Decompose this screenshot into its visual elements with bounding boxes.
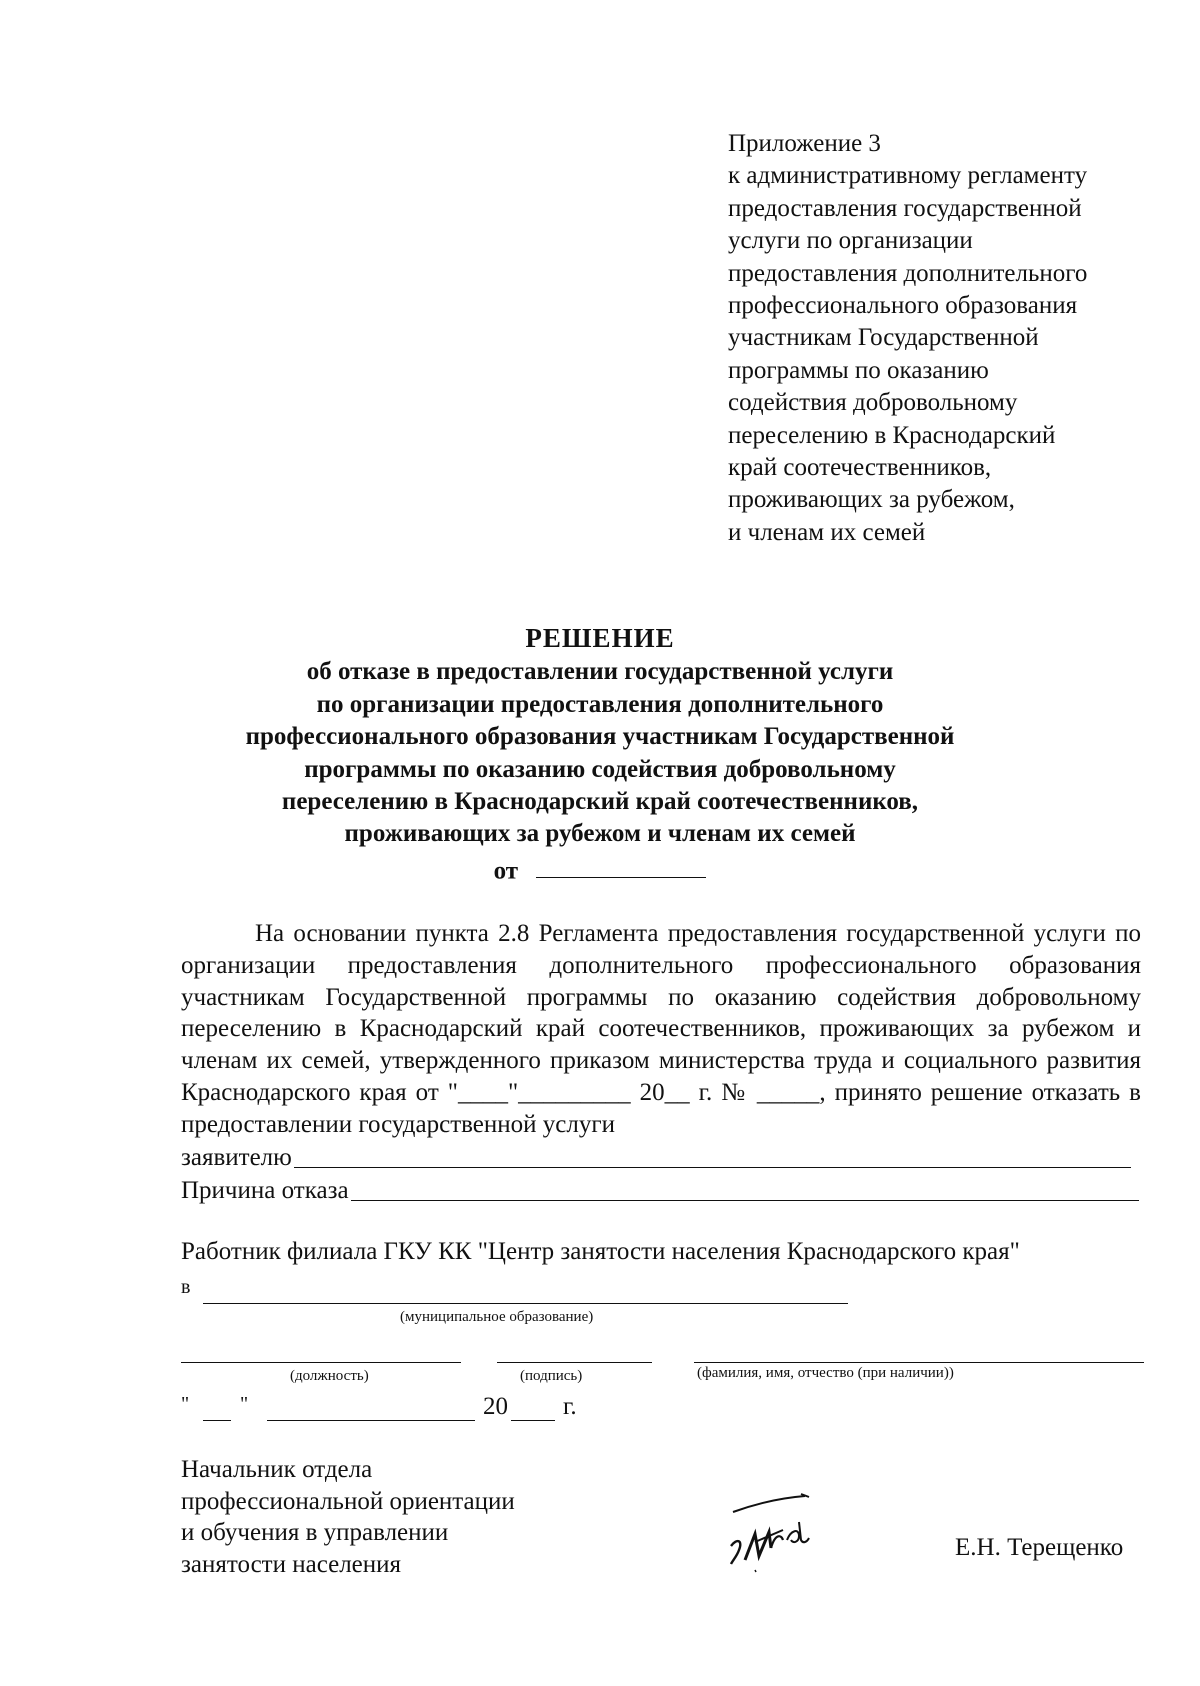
reason-row [181, 1174, 1141, 1207]
reason-field[interactable] [351, 1174, 1139, 1201]
signatory-position [181, 1454, 515, 1580]
staff-line: Работник филиала ГКУ КК "Центр занятости населения Краснодарского края" [181, 1238, 1020, 1265]
date-close-quote: " [240, 1393, 249, 1415]
municipality-field[interactable] [203, 1303, 848, 1304]
annex-line: переселению в Краснодарский [728, 421, 1056, 449]
decision-date-field[interactable] [536, 851, 706, 878]
signatory-position-line: Начальник отдела [181, 1456, 373, 1483]
annex-line: услуги по организации [728, 227, 973, 255]
title-date-prefix: от [493, 857, 519, 885]
document-title [150, 622, 1050, 888]
year-prefix: 20 [483, 1393, 508, 1420]
signatory-position-line: и обучения в управлении [181, 1519, 449, 1546]
annex-line: предоставления дополнительного [728, 259, 1088, 287]
annex-line: край соотечественников, [728, 454, 992, 482]
year-field[interactable] [511, 1420, 555, 1421]
annex-line: проживающих за рубежом, [728, 486, 1015, 514]
position-caption: (должность) [290, 1368, 369, 1384]
full-name-field[interactable] [694, 1362, 1144, 1363]
signatory-position-line: профессиональной ориентации [181, 1487, 515, 1515]
title-line: об отказе в предоставлении государственной услуги [306, 658, 894, 686]
municipality-caption: (муниципальное образование) [400, 1309, 594, 1325]
title-line: проживающих за рубежом и членам их семей [344, 820, 856, 848]
title-line: переселению в Краснодарский край соотечественников, [281, 788, 919, 816]
applicant-label: заявителю [181, 1143, 292, 1171]
signatory-position-line: занятости населения [181, 1550, 402, 1578]
signature-field[interactable] [497, 1362, 652, 1363]
signature-caption: (подпись) [520, 1368, 583, 1384]
title-line: профессионального образования участникам Государственной [245, 723, 955, 751]
annex-line: профессионального образования [728, 292, 1078, 320]
title-line: по организации предоставления дополнительного [316, 690, 884, 718]
full-name-caption: (фамилия, имя, отчество (при наличии)) [697, 1365, 954, 1381]
year-suffix: г. [563, 1393, 577, 1420]
annex-line: и членам их семей [728, 518, 926, 546]
signatory-name: Е.Н. Терещенко [955, 1534, 1124, 1561]
body-section [181, 918, 1141, 1207]
applicant-field[interactable] [294, 1141, 1131, 1168]
date-open-quote: " [181, 1393, 190, 1415]
position-field[interactable] [181, 1362, 461, 1363]
annex-line: Приложение 3 [728, 130, 881, 157]
annex-line: предоставления государственной [728, 194, 1082, 222]
in-prefix: в [181, 1276, 191, 1298]
body-paragraph: На основании пункта 2.8 Регламента предоставления государственной услуги по организации предоставления дополнительного профессионального образования участникам Государственной программы по оказанию содействия добровольному переселению в Краснодарский край соотечественников, проживающих за рубежом и членам их семей, утвержденного приказом министерства труда и социального развития Краснодарского края от "____"_________ 20__ г. № _____, принято решение отказать в предоставлении государственной услуги [181, 920, 1141, 1138]
handwritten-signature [725, 1490, 835, 1580]
annex-line: программы по оказанию [728, 356, 989, 384]
day-field[interactable] [203, 1420, 231, 1421]
month-field[interactable] [267, 1420, 475, 1421]
title-line: программы по оказанию содействия добровольному [304, 755, 896, 783]
annex-line: к административному регламенту [728, 162, 1088, 190]
title-main: РЕШЕНИЕ [525, 623, 675, 653]
reason-label: Причина отказа [181, 1176, 349, 1204]
annex-line: участникам Государственной [728, 324, 1039, 352]
annex-header [728, 128, 1168, 549]
annex-line: содействия добровольному [728, 389, 1018, 417]
applicant-row [181, 1141, 1141, 1174]
title-date-row [150, 851, 1050, 888]
